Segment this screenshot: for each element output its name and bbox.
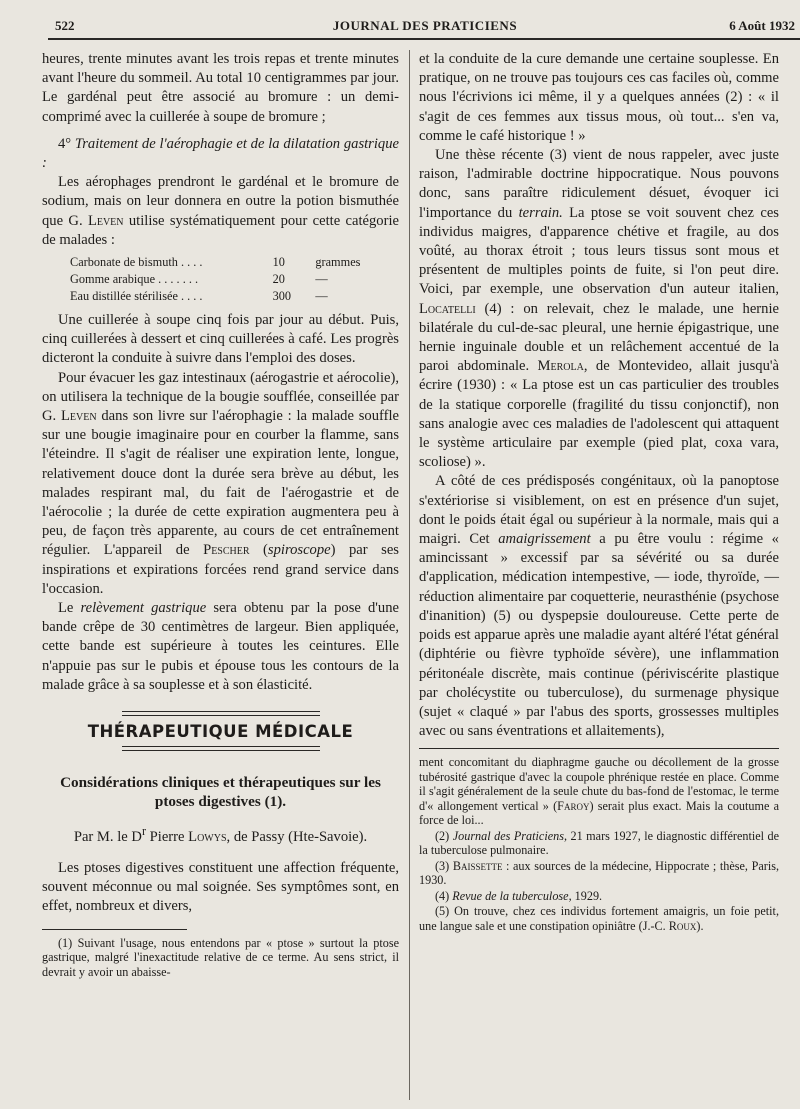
subsection-number: 4° [58,135,72,152]
text-run: (4) [435,888,450,903]
footnote [419,829,779,858]
header-rule [48,38,800,40]
paragraph: Pour évacuer les gaz intestinaux (aérogastrie et aérocolie), on utilisera la technique de la bougie soufflée, conseillée par G. Leven dans son livre sur l'aérophagie : la malade souffle sur une bougie imaginaire pour en courber la flamme, sans l'éteindre. Il s'agit de réaliser une expiration lente, longue, relativement douce dont la durée sera brève au début, les malades respirant mal, du fait de l'aérogastrie et de l'aérocolie ; la durée de cette expiration augmentera peu à peu, de façon très apparente, au cours de cet entraînement régulier. L'appareil de Pescher (spiroscope) par ses inspirations et expirations forcées rend grand service dans l'occasion. [42,369,399,597]
text-run: ). [696,918,704,933]
text-run: : aux sources de la médecine, Hippocrate ; thèse, Paris, 1930. [419,858,779,888]
text-run: par ses inspirations et expirations forcées rend grand service dans l'occasion. [42,542,399,597]
text-run: (2) [435,828,450,843]
paragraph: Une cuillerée à soupe cinq fois par jour au début. Puis, cinq cuillerées à dessert et cinq cuillerées à café. Les progrès dicteront la conduite à suivre dans l'emploi des doses. [42,312,399,367]
footnote-rule [42,929,187,930]
ingredient-name: Eau distillée stérilisée . . . . [70,289,203,304]
byline [42,821,399,847]
section-title: THÉRAPEUTIQUE MÉDICALE [87,722,354,742]
text-run: , de Montevideo, allait jusqu'à écrire (1930) : « La ptose est un cas particulier des troubles de la statique corporelle (fragilité du tissu conjonctif), non sans analogie avec ces maladies de l'adolescent qui attaquent le système articulaire par exemple (pied plat, coxa vara, scoliose) ». [419,358,779,471]
ingredient-name: Gomme arabique . . . . . . . [70,272,199,287]
text-run: utilise systématiquement pour cette catégorie de malades : [42,212,399,248]
left-column [42,50,399,979]
ingredient-unit: grammes [315,255,361,270]
ingredient-qty: 20 [272,272,285,287]
italic-term: relèvement gastrique [80,600,207,617]
text-run: (3) [435,858,450,873]
footnote [419,904,779,933]
prescription-row [70,288,399,305]
text-run: 21 mars 1927, le diagnostic différentiel de la tuberculose pulmonaire. [419,828,780,858]
author-name: Merola [537,358,584,375]
issue-date: 6 Août 1932 [729,18,795,33]
text-run: (4) : on relevait, chez le malade, une hernie bilatérale du cul-de-sac pleural, une hernie épigastrique, une hernie inguinale double et un relâchement accentué de la paroi abdominale. [419,300,779,375]
subsection-title: Traitement de l'aérophagie et de la dilatation gastrique : [42,135,399,172]
text-run: Le [58,600,74,617]
text-run: (5) On trouve, chez ces individus fortement amaigris, un foie petit, une langue sale et une constipation opiniâtre (J.-C. [419,904,779,933]
italic-term: terrain. [518,204,563,221]
ingredient-qty: 300 [272,289,292,304]
text-run: Une thèse récente (3) vient de nous rappeler, avec juste raison, l'admirable doctrine hippocratique. Nous pouvons donc, sans paraître ridiculement désuet, évoquer ici l'importance du [419,147,779,221]
text-run: Pierre [149,828,185,845]
author-name: Leven [61,408,97,425]
author-name: Roux [668,918,697,933]
text-run: ) serait plus exact. Mais la coutume a force de loi... [419,798,779,828]
ingredient-unit: — [315,289,328,304]
text-run: A côté de ces prédisposés congénitaux, où la panoptose s'extériorise si visiblement, on est en présence d'un sujet, dont le poids était égal ou supérieur à la normale, mais qui a maigri. Cet [419,473,779,548]
section-rule-bottom [122,746,320,751]
prescription-table [70,254,399,305]
footnotes [419,755,779,933]
author-name: Locatelli [419,300,476,317]
page-number: 522 [55,18,75,33]
italic-term: Revue de la tuberculose, [452,888,572,903]
footnote-rule [419,748,779,749]
section-header [42,711,399,751]
text-run: sera obtenu par la pose d'une bande crêpe de 30 centimètres de largeur. Bien appliquée, cette bande est supérieure à toutes les ceintures. Elle n'appuie pas sur le pubis et épouse tous les contours de la malade grâce à sa souplesse et à son élasticité. [42,600,399,693]
italic-term: Journal des Praticiens, [452,828,567,843]
author-name: Faroy [557,798,590,813]
author-name: Pescher [203,542,250,559]
paragraph: et la conduite de la cure demande une certaine souplesse. En pratique, on ne trouve pas toujours ces cas faciles où, comme nous l'écrivions ici même, il y a quelques années (2) : « il s'agit de ces femmes aux tissus mous, où tout... s'en va, comme le café historique ! » [419,51,779,144]
footnote-continuation [419,755,779,828]
author-name: Leven [87,212,124,229]
column-divider [409,50,410,1100]
paragraph: heures, trente minutes avant les trois repas et trente minutes avant l'heure du sommeil. Au total 10 centigrammes par jour. Le gardénal peut être associé au bromure : un demi-comprimé avec la cuillerée à soupe de bromure ; [42,51,399,125]
right-column [419,50,779,934]
text-run: a pu être voulu : régime « amincissant » excessif par sa sévérité ou sa durée d'application, médication intempestive, — iode, thyroïde, — réduction alimentaire par coquetterie, neurasthénie (psychose d'inanition) (5) ou dyspepsie douloureuse. Cette perte de poids est apparue après une maladie ayant altéré l'état général (diphtérie ou fièvre typhoïde sévère), une inflammation péritonéale discrète, mais continue (périviscérite plastique par cholécystite ou tuberculose), du surmenage physique (sujet « claqué » par l'abus des sports, grossesses multiples avec ou sans éventrations et allaitements), [419,531,779,740]
paragraph [42,599,399,695]
text-run: Pour évacuer les gaz intestinaux (aérogastrie et aérocolie), on utilisera la technique de la bougie soufflée, conseillée par G. [42,369,399,425]
subsection-heading [42,135,399,173]
footnote [419,889,779,904]
journal-title: JOURNAL DES PRATICIENS [332,18,518,33]
author-name: Lowys [188,828,227,845]
paragraph [42,173,399,250]
ingredient-unit: — [315,272,328,287]
paragraph [419,472,779,741]
prescription-row [70,271,399,288]
device-name: spiroscope [267,542,331,559]
text-run: Les aérophages prendront le gardénal et le bromure de sodium, mais on leur donnera en outre la potion bismuthée que G. [42,174,399,229]
text-run: 1929. [574,888,603,903]
text-run: dans son livre sur l'aérophagie : la malade souffle sur une bougie imaginaire pour en courber la flamme, sans l'éteindre. Il s'agit de réaliser une expiration lente, longue, relativement douce dont la durée sera brève au début, les malades respirant mal, du fait de l'aérogastrie et de l'aérocolie ; la durée de cette expiration augmentera peu à peu, de façon très apparente, au cours de cet entraînement régulier. L'appareil de [42,408,399,559]
italic-term: amaigrissement [498,531,591,548]
ingredient-name: Carbonate de bismuth . . . . [70,255,203,270]
text-run: ment concomitant du diaphragme gauche ou décollement de la grosse tubérosité gastrique d'avec la coupole phrénique restée en place. Comme il s'agit généralement de la seule chute du bas-fond de l'estomac, le terme d'« allongement vertical » ( [419,755,779,813]
text-run: La ptose se voit souvent chez ces individus maigres, d'apparence chétive et fragile, au dos voûté, au thorax étroit ; tous leurs tissus sont mous et présentent de multiples points de fuite, si l'on peut dire. Voici, par exemple, une observation d'un auteur italien, [419,204,779,298]
text-run: r [141,824,146,839]
text-run: , de Passy (Hte-Savoie). [226,828,368,845]
article-title: Considérations cliniques et thérapeutiques sur les ptoses digestives (1). [60,774,381,811]
section-rule-top [122,711,320,716]
ingredient-qty: 10 [272,255,285,270]
author-name: Baissette [452,858,503,873]
text-run: Par M. le D [73,828,142,845]
paragraph [419,146,779,472]
footnote [419,859,779,888]
footnote: (1) Suivant l'usage, nous entendons par « ptose » surtout la ptose gastrique, malgré l'inexactitude relative de ce terme. Au sens strict, il devrait y avoir un abaisse- [42,935,399,979]
paragraph: Les ptoses digestives constituent une affection fréquente, souvent méconnue ou mal soignée. Ses symptômes sont, en effet, nombreux et divers, [42,859,399,915]
running-header [55,18,795,40]
prescription-row [70,254,399,271]
